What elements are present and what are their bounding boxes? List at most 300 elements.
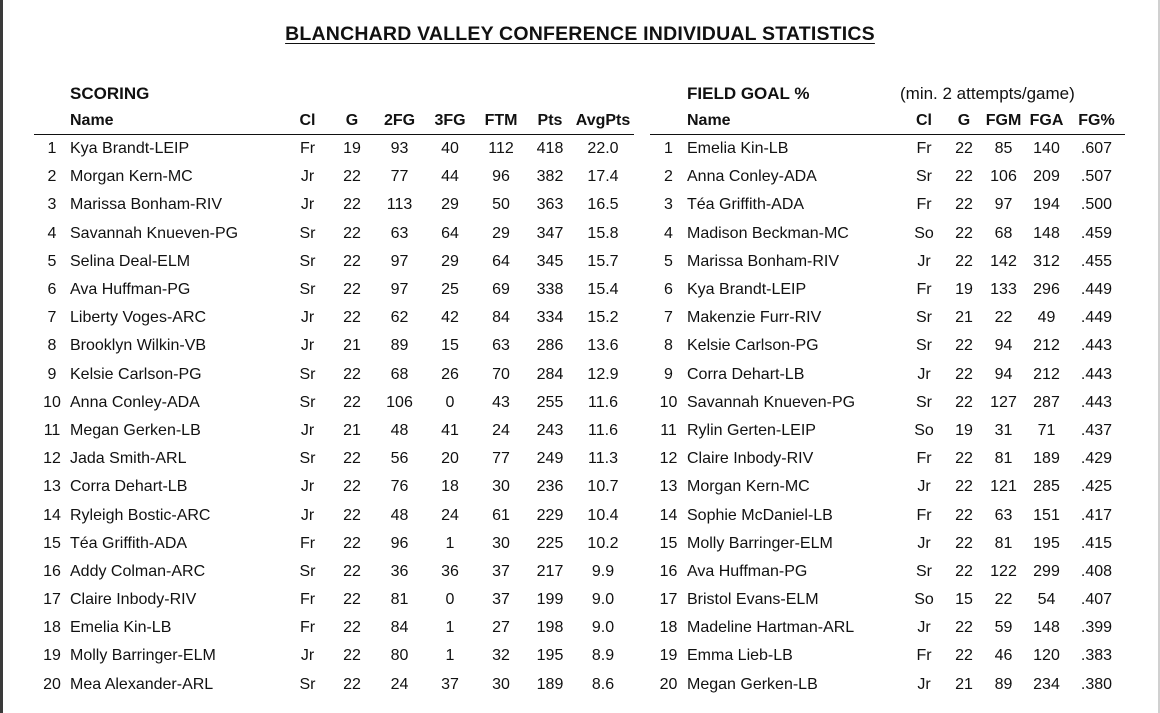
two-fg-cell: 113: [386, 196, 413, 214]
ftm-cell: 70: [492, 365, 510, 383]
table-row: [34, 163, 634, 191]
rank-cell: 5: [47, 252, 57, 270]
three-fg-cell: 15: [441, 337, 459, 355]
fga-cell: 71: [1037, 421, 1056, 439]
two-fg-cell: 96: [390, 534, 409, 552]
games-cell: 22: [955, 562, 973, 580]
games-cell: 19: [955, 281, 973, 299]
two-fg-cell: 97: [390, 252, 409, 270]
fgm-cell: 121: [990, 478, 1017, 496]
fga-cell: 151: [1033, 506, 1060, 524]
games-cell: 22: [343, 534, 361, 552]
fga-cell: 54: [1037, 591, 1056, 609]
three-fg-cell: 37: [441, 675, 459, 693]
name-cell: Morgan Kern-MC: [687, 478, 810, 496]
table-row: [34, 671, 634, 699]
table-row: [34, 191, 634, 219]
two-fg-header: 2FG: [383, 111, 416, 129]
name-cell: Emelia Kin-LB: [687, 140, 789, 158]
three-fg-cell: 44: [441, 168, 459, 186]
rank-cell: 20: [43, 675, 61, 693]
table-row: [650, 671, 1125, 699]
table-row: [650, 501, 1125, 529]
points-cell: 195: [536, 647, 564, 665]
games-cell: 22: [343, 281, 361, 299]
class-cell: Sr: [916, 337, 932, 355]
points-cell: 347: [536, 224, 564, 242]
avg-points-cell: 13.6: [587, 337, 619, 355]
class-cell: Sr: [299, 393, 316, 411]
name-cell: Corra Dehart-LB: [687, 365, 805, 383]
name-cell: Megan Gerken-LB: [687, 675, 818, 693]
fg-pct-cell: .429: [1080, 450, 1113, 468]
ftm-cell: 64: [492, 252, 510, 270]
table-row: [650, 220, 1125, 248]
fg-min-attempts-note: (min. 2 attempts/game): [900, 84, 1075, 103]
fga-cell: 296: [1033, 281, 1060, 299]
class-cell: Sr: [916, 562, 932, 580]
rank-cell: 16: [43, 562, 61, 580]
rank-cell: 4: [664, 224, 673, 242]
points-cell: 236: [536, 478, 564, 496]
ftm-cell: 24: [492, 421, 510, 439]
ftm-cell: 37: [492, 562, 510, 580]
games-cell: 22: [955, 196, 973, 214]
table-row: [34, 389, 634, 417]
games-cell: 22: [955, 365, 973, 383]
two-fg-cell: 80: [390, 647, 409, 665]
avg-points-cell: 16.5: [587, 196, 619, 214]
two-fg-cell: 56: [390, 450, 409, 468]
table-row: [650, 332, 1125, 360]
table-row: [34, 220, 634, 248]
games-cell: 22: [955, 168, 973, 186]
fgm-cell: 22: [994, 309, 1013, 327]
three-fg-cell: 36: [441, 562, 459, 580]
name-cell: Makenzie Furr-RIV: [687, 309, 822, 327]
games-header: G: [345, 111, 359, 129]
page-edge: [0, 0, 3, 713]
rank-cell: 18: [659, 619, 678, 637]
rank-cell: 3: [664, 196, 673, 214]
table-row: [34, 530, 634, 558]
name-header: Name: [687, 111, 731, 129]
class-cell: Fr: [916, 281, 932, 299]
avg-points-cell: 11.3: [588, 450, 618, 468]
class-cell: So: [914, 224, 934, 242]
points-cell: 418: [536, 140, 564, 158]
three-fg-cell: 25: [441, 281, 459, 299]
rank-header: [650, 107, 687, 135]
games-cell: 22: [343, 647, 361, 665]
avg-points-cell: 17.4: [587, 168, 619, 186]
games-cell: 22: [343, 309, 361, 327]
fgm-cell: 31: [994, 421, 1013, 439]
rank-cell: 10: [659, 393, 678, 411]
games-cell: 22: [343, 591, 361, 609]
name-cell: Molly Barringer-ELM: [70, 647, 216, 665]
games-cell: 22: [955, 337, 973, 355]
table-row: [34, 248, 634, 276]
name-cell: Ryleigh Bostic-ARC: [70, 506, 211, 524]
fga-cell: 140: [1033, 140, 1060, 158]
rank-cell: 6: [47, 281, 57, 299]
fg-pct-cell: .443: [1080, 337, 1113, 355]
rank-cell: 20: [659, 675, 678, 693]
points-cell: 363: [536, 196, 564, 214]
class-cell: Fr: [299, 140, 316, 158]
class-cell: Jr: [917, 534, 931, 552]
points-cell: 198: [536, 619, 564, 637]
fgm-cell: 142: [990, 252, 1017, 270]
fga-cell: 212: [1033, 337, 1060, 355]
games-cell: 22: [343, 506, 361, 524]
class-cell: Jr: [917, 675, 931, 693]
class-cell: Sr: [299, 450, 316, 468]
rank-cell: 4: [47, 224, 57, 242]
rank-cell: 19: [659, 647, 678, 665]
fg-pct-cell: .417: [1080, 506, 1113, 524]
fgm-cell: 85: [994, 140, 1013, 158]
name-cell: Anna Conley-ADA: [687, 168, 817, 186]
avg-points-cell: 10.2: [587, 534, 619, 552]
points-cell: 338: [536, 281, 564, 299]
class-cell: Fr: [916, 647, 932, 665]
fga-cell: 49: [1037, 309, 1056, 327]
fgm-cell: 106: [990, 168, 1017, 186]
name-cell: Megan Gerken-LB: [70, 421, 201, 439]
class-cell: Sr: [299, 365, 316, 383]
fga-cell: 189: [1033, 450, 1060, 468]
two-fg-cell: 106: [386, 393, 413, 411]
class-cell: Sr: [299, 562, 316, 580]
table-row: [650, 530, 1125, 558]
avg-points-cell: 9.0: [591, 591, 615, 609]
class-cell: Jr: [300, 647, 315, 665]
class-cell: Sr: [299, 281, 316, 299]
ftm-cell: 30: [492, 478, 510, 496]
rank-cell: 17: [659, 591, 678, 609]
points-cell: 345: [536, 252, 564, 270]
fg-pct-cell: .415: [1080, 534, 1113, 552]
rank-cell: 14: [659, 506, 678, 524]
points-cell: 243: [536, 421, 564, 439]
fgm-cell: 46: [994, 647, 1013, 665]
field-goal-table: [650, 107, 1125, 699]
fg-pct-cell: .607: [1080, 140, 1113, 158]
class-cell: Jr: [917, 478, 931, 496]
games-cell: 21: [343, 421, 361, 439]
fga-cell: 234: [1033, 675, 1060, 693]
two-fg-cell: 84: [390, 619, 409, 637]
fg-pct-cell: .383: [1080, 647, 1113, 665]
rank-cell: 12: [43, 450, 61, 468]
table-row: [650, 445, 1125, 473]
rank-cell: 3: [47, 196, 57, 214]
ftm-cell: 30: [492, 534, 510, 552]
name-cell: Jada Smith-ARL: [70, 450, 187, 468]
ftm-cell: 43: [492, 393, 510, 411]
three-fg-cell: 1: [445, 534, 455, 552]
fg-pct-cell: .407: [1080, 591, 1113, 609]
games-cell: 22: [955, 647, 973, 665]
games-cell: 22: [343, 675, 361, 693]
rank-cell: 5: [664, 252, 673, 270]
table-row: [34, 501, 634, 529]
table-row: [650, 614, 1125, 642]
table-row: [650, 361, 1125, 389]
name-cell: Téa Griffith-ADA: [70, 534, 188, 552]
class-cell: Jr: [300, 421, 315, 439]
class-cell: Sr: [916, 393, 932, 411]
class-cell: Sr: [299, 675, 316, 693]
fg-pct-cell: .443: [1080, 393, 1113, 411]
rank-cell: 11: [43, 421, 61, 439]
fg-pct-cell: .443: [1080, 365, 1113, 383]
avg-points-cell: 15.4: [587, 281, 619, 299]
name-cell: Liberty Voges-ARC: [70, 309, 207, 327]
ftm-header: FTM: [484, 111, 518, 129]
games-cell: 22: [955, 393, 973, 411]
games-cell: 22: [343, 224, 361, 242]
three-fg-cell: 1: [445, 619, 455, 637]
rank-cell: 13: [659, 478, 678, 496]
rank-cell: 2: [47, 168, 57, 186]
scoring-header-row: [34, 107, 634, 135]
two-fg-cell: 76: [390, 478, 409, 496]
points-cell: 189: [536, 675, 564, 693]
two-fg-cell: 81: [390, 591, 409, 609]
fgm-cell: 63: [994, 506, 1013, 524]
games-cell: 22: [955, 506, 973, 524]
class-cell: Fr: [916, 140, 932, 158]
name-cell: Savannah Knueven-PG: [70, 224, 239, 242]
points-header: Pts: [537, 111, 563, 129]
class-header: Cl: [916, 111, 932, 129]
two-fg-cell: 68: [390, 365, 409, 383]
fg-pct-cell: .455: [1080, 252, 1113, 270]
ftm-cell: 32: [492, 647, 510, 665]
class-cell: Fr: [916, 196, 932, 214]
rank-cell: 15: [659, 534, 678, 552]
name-cell: Molly Barringer-ELM: [687, 534, 833, 552]
fgm-cell: 22: [994, 591, 1013, 609]
games-cell: 22: [343, 393, 361, 411]
table-row: [650, 558, 1125, 586]
ftm-cell: 69: [492, 281, 510, 299]
class-cell: Fr: [916, 450, 932, 468]
avg-points-cell: 9.9: [591, 562, 615, 580]
points-cell: 334: [536, 309, 564, 327]
games-cell: 19: [343, 140, 361, 158]
rank-cell: 1: [664, 140, 673, 158]
avg-points-cell: 11.6: [588, 393, 618, 411]
fga-cell: 299: [1033, 562, 1060, 580]
rank-cell: 7: [664, 309, 673, 327]
fg-pct-cell: .380: [1080, 675, 1113, 693]
rank-cell: 16: [659, 562, 678, 580]
points-cell: 217: [536, 562, 564, 580]
avg-points-cell: 9.0: [591, 619, 615, 637]
table-row: [650, 248, 1125, 276]
table-row: [650, 191, 1125, 219]
points-cell: 382: [536, 168, 564, 186]
points-cell: 286: [536, 337, 564, 355]
name-cell: Kelsie Carlson-PG: [687, 337, 819, 355]
three-fg-cell: 1: [445, 647, 455, 665]
games-cell: 22: [955, 140, 973, 158]
games-cell: 22: [343, 168, 361, 186]
fg-pct-cell: .507: [1080, 168, 1113, 186]
table-row: [34, 445, 634, 473]
name-cell: Claire Inbody-RIV: [70, 591, 197, 609]
games-cell: 22: [955, 450, 973, 468]
fg-pct-cell: .437: [1080, 421, 1113, 439]
name-cell: Marissa Bonham-RIV: [687, 252, 840, 270]
rank-header: [34, 107, 70, 135]
fgm-cell: 89: [994, 675, 1013, 693]
fg-pct-cell: .500: [1080, 196, 1113, 214]
table-row: [650, 276, 1125, 304]
games-cell: 22: [955, 252, 973, 270]
table-row: [650, 642, 1125, 670]
class-cell: Jr: [300, 478, 315, 496]
class-cell: Sr: [916, 168, 932, 186]
three-fg-cell: 29: [441, 196, 459, 214]
table-row: [650, 304, 1125, 332]
two-fg-cell: 62: [390, 309, 409, 327]
class-cell: Jr: [300, 506, 315, 524]
fgm-cell: 94: [994, 337, 1013, 355]
name-cell: Anna Conley-ADA: [70, 393, 200, 411]
fga-cell: 212: [1033, 365, 1060, 383]
games-cell: 22: [343, 196, 361, 214]
games-cell: 22: [343, 252, 361, 270]
rank-cell: 7: [47, 309, 57, 327]
name-cell: Morgan Kern-MC: [70, 168, 193, 186]
table-row: [650, 163, 1125, 191]
class-header: Cl: [299, 111, 316, 129]
ftm-cell: 63: [492, 337, 510, 355]
fga-cell: 287: [1033, 393, 1060, 411]
fg-pct-cell: .425: [1080, 478, 1113, 496]
class-cell: Sr: [299, 252, 316, 270]
games-header: G: [957, 111, 971, 129]
fga-cell: 194: [1033, 196, 1060, 214]
name-cell: Ava Huffman-PG: [70, 281, 191, 299]
points-cell: 199: [536, 591, 564, 609]
two-fg-cell: 48: [390, 506, 409, 524]
rank-cell: 13: [43, 478, 61, 496]
games-cell: 15: [955, 591, 973, 609]
two-fg-cell: 48: [390, 421, 409, 439]
fga-cell: 120: [1033, 647, 1060, 665]
table-row: [650, 586, 1125, 614]
table-row: [34, 558, 634, 586]
page-title: BLANCHARD VALLEY CONFERENCE INDIVIDUAL STATISTICS: [285, 23, 875, 45]
table-row: [34, 614, 634, 642]
class-cell: Fr: [299, 619, 316, 637]
games-cell: 22: [955, 619, 973, 637]
three-fg-cell: 40: [441, 140, 459, 158]
class-cell: Jr: [917, 619, 931, 637]
class-cell: Jr: [300, 196, 315, 214]
name-cell: Addy Colman-ARC: [70, 562, 206, 580]
three-fg-cell: 0: [445, 393, 455, 411]
ftm-cell: 84: [492, 309, 510, 327]
name-cell: Emelia Kin-LB: [70, 619, 172, 637]
name-cell: Rylin Gerten-LEIP: [687, 421, 816, 439]
fg-pct-cell: .449: [1080, 309, 1113, 327]
two-fg-cell: 63: [390, 224, 409, 242]
three-fg-cell: 41: [441, 421, 459, 439]
avg-points-cell: 8.9: [591, 647, 615, 665]
games-cell: 22: [343, 562, 361, 580]
avg-points-cell: 15.7: [587, 252, 619, 270]
fga-cell: 285: [1033, 478, 1060, 496]
avg-points-cell: 22.0: [587, 140, 619, 158]
points-cell: 255: [536, 393, 564, 411]
three-fg-cell: 24: [441, 506, 459, 524]
rank-cell: 17: [43, 591, 61, 609]
class-cell: Fr: [916, 506, 932, 524]
three-fg-cell: 18: [441, 478, 459, 496]
name-cell: Brooklyn Wilkin-VB: [70, 337, 207, 355]
class-cell: So: [914, 421, 934, 439]
games-cell: 22: [343, 450, 361, 468]
three-fg-cell: 20: [441, 450, 459, 468]
rank-cell: 9: [664, 365, 673, 383]
rank-cell: 10: [43, 393, 61, 411]
fg-header-row: [650, 107, 1125, 135]
points-cell: 284: [536, 365, 564, 383]
fgm-cell: 81: [994, 534, 1013, 552]
ftm-cell: 112: [488, 140, 514, 158]
ftm-cell: 96: [492, 168, 510, 186]
two-fg-cell: 93: [390, 140, 409, 158]
name-cell: Corra Dehart-LB: [70, 478, 188, 496]
class-cell: Jr: [300, 168, 315, 186]
name-cell: Kya Brandt-LEIP: [70, 140, 190, 158]
rank-cell: 2: [664, 168, 673, 186]
rank-cell: 6: [664, 281, 673, 299]
games-cell: 22: [955, 224, 973, 242]
three-fg-cell: 0: [445, 591, 455, 609]
ftm-cell: 77: [492, 450, 510, 468]
fgm-cell: 68: [994, 224, 1013, 242]
table-row: [34, 332, 634, 360]
name-cell: Savannah Knueven-PG: [687, 393, 856, 411]
fgm-cell: 81: [994, 450, 1013, 468]
games-cell: 19: [955, 421, 973, 439]
fg-section-label: FIELD GOAL %: [687, 84, 810, 103]
table-row: [650, 473, 1125, 501]
class-cell: Sr: [916, 309, 932, 327]
games-cell: 22: [955, 534, 973, 552]
three-fg-cell: 42: [441, 309, 459, 327]
two-fg-cell: 24: [390, 675, 409, 693]
fg-pct-cell: .459: [1080, 224, 1113, 242]
fgm-cell: 94: [994, 365, 1013, 383]
rank-cell: 14: [43, 506, 61, 524]
scoring-section-label: SCORING: [70, 84, 150, 103]
class-cell: So: [914, 591, 934, 609]
three-fg-cell: 64: [441, 224, 459, 242]
name-cell: Emma Lieb-LB: [687, 647, 793, 665]
table-row: [650, 135, 1125, 164]
class-cell: Sr: [299, 224, 316, 242]
fgm-cell: 133: [990, 281, 1017, 299]
